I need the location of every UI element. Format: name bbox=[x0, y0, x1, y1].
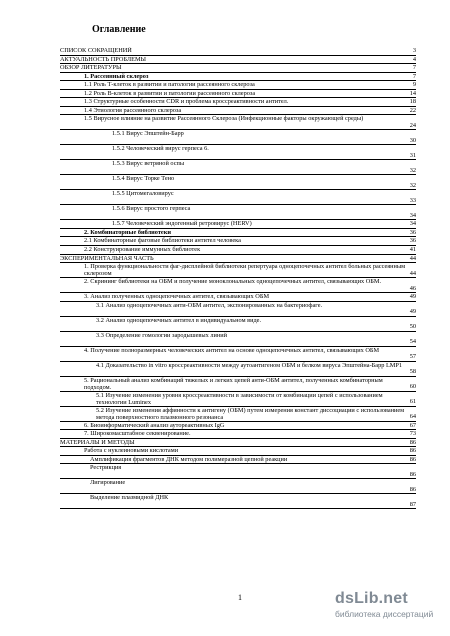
toc-entry-page: 86 bbox=[409, 470, 416, 478]
toc-entry-title: 2.2 Конструирование иммунных библиотек bbox=[84, 246, 201, 254]
toc-entry-title: 3.3 Определение гомологии зародышевых линий bbox=[96, 331, 227, 339]
toc-entry[interactable] bbox=[60, 64, 416, 73]
toc-entry[interactable] bbox=[60, 263, 416, 278]
toc-entry[interactable] bbox=[60, 479, 416, 494]
toc-entry-page: 64 bbox=[409, 413, 416, 421]
toc-entry-title: МАТЕРИАЛЫ И МЕТОДЫ bbox=[60, 438, 135, 446]
toc-entry[interactable] bbox=[60, 464, 416, 479]
toc-entry-title: ОБЗОР ЛИТЕРАТУРЫ bbox=[60, 64, 122, 72]
toc-entry[interactable] bbox=[60, 205, 416, 220]
toc-entry[interactable] bbox=[60, 422, 416, 431]
toc-entry[interactable] bbox=[60, 407, 416, 422]
toc-entry-page: 36 bbox=[409, 237, 416, 245]
toc-entry[interactable] bbox=[60, 73, 416, 82]
toc-entry[interactable] bbox=[60, 160, 416, 175]
toc-entry-title: 1. Проверка функциональности фаг-дисплейной библиотеки репертуара одноцепочечных антител больных рассеянным склерозом bbox=[84, 263, 406, 278]
toc-entry-title: 3.2 Анализ одноцепочечных антител в индивидуальном виде. bbox=[96, 316, 262, 324]
toc-entry-page: 86 bbox=[409, 438, 416, 446]
toc-entry[interactable] bbox=[60, 107, 416, 116]
toc-entry-title: Амплификация фрагментов ДНК методом полимеразной цепной реакции bbox=[90, 455, 288, 463]
toc-entry[interactable] bbox=[60, 190, 416, 205]
toc-entry-page: 61 bbox=[409, 398, 416, 406]
toc-entry[interactable] bbox=[60, 145, 416, 160]
toc-entry-title: Работа с нуклеиновыми кислотами bbox=[84, 447, 179, 455]
toc-entry-page: 50 bbox=[409, 323, 416, 331]
toc-entry-page: 44 bbox=[409, 269, 416, 277]
toc-entry-page: 32 bbox=[409, 166, 416, 174]
toc-entry-title: СПИСОК СОКРАЩЕНИЙ bbox=[60, 47, 132, 54]
toc-entry-page: 30 bbox=[409, 136, 416, 144]
toc-entry-title: 1.2 Роль В-клеток в развитии и патологии рассеянного склероза bbox=[84, 89, 256, 97]
toc-entry-page: 14 bbox=[409, 89, 416, 97]
toc-entry[interactable] bbox=[60, 56, 416, 65]
toc-entry-title: 1.5.3 Вирус ветряной оспы bbox=[112, 160, 185, 168]
toc-entry-title: 1.5.5 Цитомегаловирус bbox=[112, 190, 174, 198]
toc-entry[interactable] bbox=[60, 362, 416, 377]
toc-entry-title: 4.1 Доказательство in vitro кроссреактивности между аутоантигеном ОБМ и белком вируса Эпштейна-Барр LMP1 bbox=[96, 361, 403, 369]
toc-entry-title: 5.2 Изучение изменения аффинности к антигену (ОБМ) путем измерения констант диссоциации с использованием метода поверхностного плазмонного резонанса bbox=[96, 406, 405, 421]
toc-entry[interactable] bbox=[60, 175, 416, 190]
toc-entry-page: 49 bbox=[409, 308, 416, 316]
toc-entry-title: 1.4 Этиология рассеянного склероза bbox=[84, 106, 182, 114]
toc-entry-title: 1.5.1 Вирус Эпштейн-Барр bbox=[112, 130, 184, 138]
toc-entry[interactable] bbox=[60, 430, 416, 439]
toc-entry-page: 36 bbox=[409, 228, 416, 236]
toc-entry[interactable] bbox=[60, 439, 416, 448]
toc-entry-title: 4. Получение полноразмерных человеческих антител на основе одноцепочечных антител, связывающих ОБМ bbox=[84, 346, 380, 354]
toc-entry[interactable] bbox=[60, 115, 416, 130]
toc-entry-page: 32 bbox=[409, 181, 416, 189]
toc-entry-title: 7. Широкомасштабное секвенирование. bbox=[84, 430, 191, 438]
toc-entry-page: 73 bbox=[409, 430, 416, 438]
toc-entry[interactable] bbox=[60, 447, 416, 456]
toc-entry-title: 3.1 Анализ одноцепочечных анти-ОБМ антител, экспонированных на бактериофаге. bbox=[96, 301, 323, 309]
toc-entry-title: Выделение плазмидной ДНК bbox=[90, 494, 169, 502]
table-of-contents bbox=[60, 47, 416, 509]
toc-entry[interactable] bbox=[60, 278, 416, 293]
toc-entry[interactable] bbox=[60, 90, 416, 99]
toc-entry[interactable] bbox=[60, 246, 416, 255]
watermark-logo[interactable] bbox=[335, 590, 447, 630]
toc-entry-page: 33 bbox=[409, 196, 416, 204]
toc-entry-page: 86 bbox=[409, 455, 416, 463]
toc-entry-page: 41 bbox=[409, 246, 416, 254]
toc-entry-page: 31 bbox=[409, 151, 416, 159]
toc-entry[interactable] bbox=[60, 347, 416, 362]
toc-entry-title: 2. Скрининг библиотеки на ОБМ и получение моноклональных одноцепочечных антител, связывающих ОБМ. bbox=[84, 278, 382, 286]
toc-entry-title: ЭКСПЕРИМЕНТАЛЬНАЯ ЧАСТЬ bbox=[60, 254, 154, 262]
toc-entry-title: 1.3 Структурные особенности CDR и проблема кроссреактивности антител. bbox=[84, 98, 289, 106]
toc-entry-title: 1.5.7 Человеческий эндогенный ретровирус (HERV) bbox=[112, 220, 252, 228]
watermark-main: dsLib.net bbox=[335, 590, 408, 607]
toc-entry-page: 58 bbox=[409, 368, 416, 376]
toc-entry-page: 87 bbox=[409, 500, 416, 508]
toc-entry-title: 6. Биоинформатический анализ аутореактивных IgG bbox=[84, 421, 225, 429]
toc-entry-title: 5.1 Изучение изменения уровня кроссреактивности в зависимости от комбинации цепей с использованием технологии Luminex bbox=[96, 391, 383, 406]
toc-entry-title: 2.1 Комбинаторные фаговые библиотеки антител человека bbox=[84, 237, 241, 245]
toc-entry-title: Рестрикция bbox=[90, 464, 122, 472]
toc-heading: Оглавление bbox=[92, 24, 146, 35]
toc-entry-page: 18 bbox=[409, 98, 416, 106]
watermark-sub: библиотека диссертаций bbox=[335, 609, 434, 619]
toc-entry-title: АКТУАЛЬНОСТЬ ПРОБЛЕМЫ bbox=[60, 55, 147, 63]
toc-entry-title: 3. Анализ полученных одноцепочечных антител, связывающих ОБМ bbox=[84, 293, 270, 301]
page-number: 1 bbox=[238, 593, 242, 602]
toc-entry[interactable] bbox=[60, 237, 416, 246]
toc-entry-page: 7 bbox=[412, 64, 416, 72]
toc-entry-page: 22 bbox=[409, 106, 416, 114]
toc-entry-title: 1.5 Вирусное влияние на развитие Рассеянного Склероза (Инфекционные факторы окружающей среды) bbox=[84, 115, 364, 123]
toc-entry-page: 46 bbox=[409, 284, 416, 292]
toc-entry-page: 54 bbox=[409, 338, 416, 346]
toc-entry[interactable] bbox=[60, 302, 416, 317]
toc-entry-page: 49 bbox=[409, 293, 416, 301]
toc-entry-page: 7 bbox=[412, 72, 416, 80]
toc-entry[interactable] bbox=[60, 494, 416, 509]
toc-entry-page: 44 bbox=[409, 254, 416, 262]
toc-entry[interactable] bbox=[60, 392, 416, 407]
toc-entry-page: 34 bbox=[409, 220, 416, 228]
toc-entry-title: 1.5.4 Вирус Торке Тено bbox=[112, 175, 175, 183]
toc-entry[interactable] bbox=[60, 81, 416, 90]
toc-entry-page: 86 bbox=[409, 485, 416, 493]
toc-entry[interactable] bbox=[60, 332, 416, 347]
toc-entry[interactable] bbox=[60, 293, 416, 302]
toc-entry-title: 1.5.2 Человеческий вирус герпеса 6. bbox=[112, 145, 209, 153]
toc-entry-page: 9 bbox=[412, 81, 416, 89]
toc-entry-title: 1. Рассеянный склероз bbox=[84, 72, 149, 80]
toc-entry[interactable] bbox=[60, 47, 416, 56]
toc-entry[interactable] bbox=[60, 229, 416, 238]
toc-entry-page: 67 bbox=[409, 421, 416, 429]
toc-entry[interactable] bbox=[60, 255, 416, 264]
toc-entry-page: 4 bbox=[412, 55, 416, 63]
toc-entry-title: 1.1 Роль Т-клеток в развитии и патологии рассеянного склероза bbox=[84, 81, 255, 89]
toc-entry[interactable] bbox=[60, 456, 416, 465]
toc-entry[interactable] bbox=[60, 317, 416, 332]
toc-entry[interactable] bbox=[60, 130, 416, 145]
toc-entry-page: 24 bbox=[409, 121, 416, 129]
toc-entry-page: 86 bbox=[409, 447, 416, 455]
toc-entry-title: 2. Комбинаторные библиотеки bbox=[84, 228, 171, 236]
toc-entry[interactable] bbox=[60, 98, 416, 107]
toc-entry[interactable] bbox=[60, 377, 416, 392]
toc-entry-title: 5. Рациональный анализ комбинаций тяжелых и легких цепей анти-ОБМ антител, полученных комбинаторным подходом. bbox=[84, 376, 383, 391]
toc-entry-page: 34 bbox=[409, 211, 416, 219]
toc-entry-page: 60 bbox=[409, 383, 416, 391]
toc-entry-title: Лигирование bbox=[90, 479, 126, 487]
toc-entry-page: 57 bbox=[409, 353, 416, 361]
toc-entry[interactable] bbox=[60, 220, 416, 229]
toc-entry-page: 3 bbox=[412, 47, 416, 54]
toc-entry-title: 1.5.6 Вирус простого герпеса bbox=[112, 205, 191, 213]
